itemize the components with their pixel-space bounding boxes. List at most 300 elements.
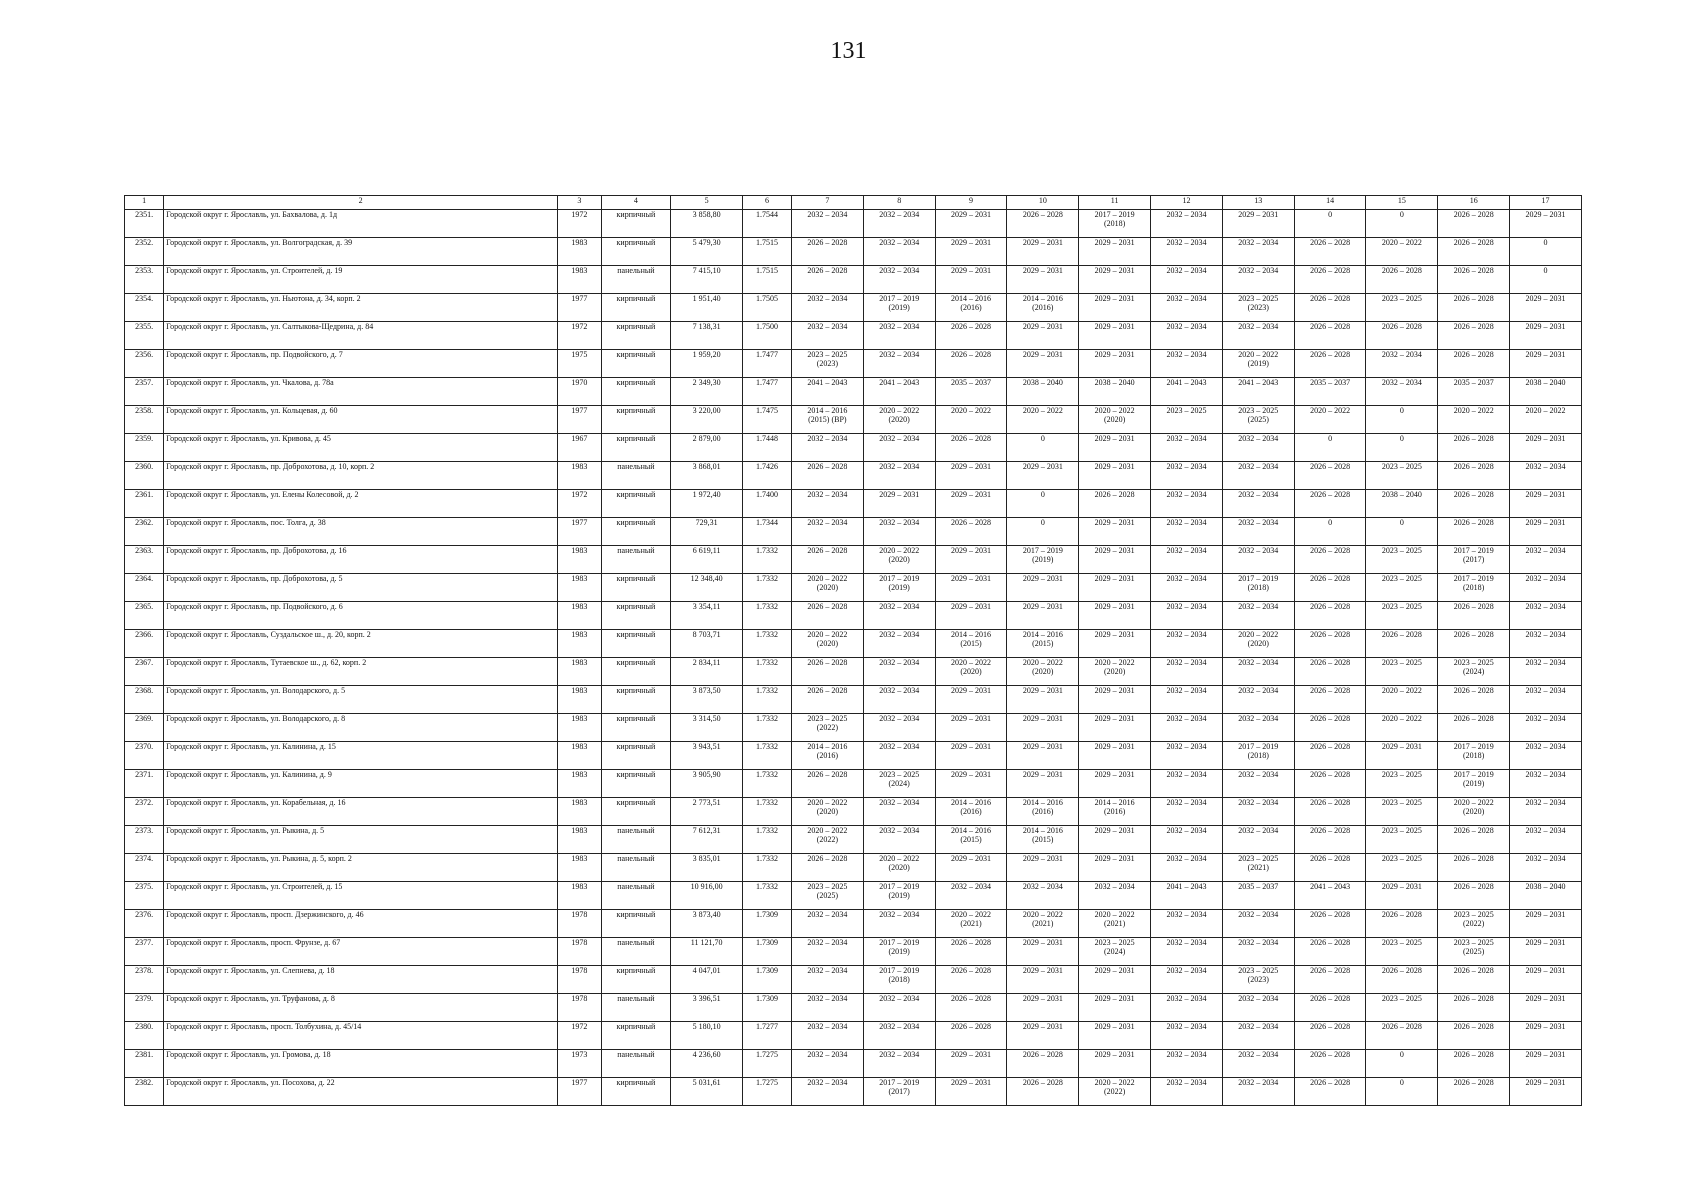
table-cell: 2026 – 2028	[935, 518, 1007, 546]
table-cell: 1.7332	[743, 770, 792, 798]
table-cell: 2032 – 2034	[863, 686, 935, 714]
table-cell: 2017 – 2019 (2019)	[1438, 770, 1510, 798]
table-cell: 2032 – 2034	[1151, 602, 1223, 630]
address-cell: Городской округ г. Ярославль, ул. Володарского, д. 5	[164, 686, 558, 714]
table-cell: 2026 – 2028	[1438, 686, 1510, 714]
table-cell: 2014 – 2016 (2016)	[791, 742, 863, 770]
table-cell: 2032 – 2034	[1151, 490, 1223, 518]
table-cell: 2032 – 2034	[863, 602, 935, 630]
table-cell: 2026 – 2028	[1294, 350, 1366, 378]
table-row	[125, 1050, 1582, 1078]
table-cell: 2020 – 2022 (2020)	[791, 574, 863, 602]
table-cell: 2032 – 2034	[1151, 630, 1223, 658]
table-cell: 2032 – 2034	[1222, 602, 1294, 630]
table-cell: 2032 – 2034	[791, 490, 863, 518]
table-cell: 2032 – 2034	[791, 322, 863, 350]
table-cell: 2026 – 2028	[935, 322, 1007, 350]
table-cell: кирпичный	[601, 350, 671, 378]
table-cell: 1983	[558, 854, 602, 882]
table-cell: 2032 – 2034	[863, 742, 935, 770]
table-cell: 2020 – 2022 (2020)	[863, 546, 935, 574]
table-cell: 2017 – 2019 (2018)	[1438, 742, 1510, 770]
table-cell: 2026 – 2028	[1438, 630, 1510, 658]
table-cell: 1983	[558, 546, 602, 574]
table-cell: 1978	[558, 966, 602, 994]
address-cell: Городской округ г. Ярославль, ул. Труфанова, д. 8	[164, 994, 558, 1022]
table-cell: кирпичный	[601, 630, 671, 658]
table-cell: 2032 – 2034	[1222, 266, 1294, 294]
table-cell: 2026 – 2028	[1079, 490, 1151, 518]
table-cell: 2032 – 2034	[1151, 574, 1223, 602]
table-body	[125, 210, 1582, 1106]
address-cell: Городской округ г. Ярославль, ул. Корабельная, д. 16	[164, 798, 558, 826]
table-cell: 2026 – 2028	[1294, 630, 1366, 658]
row-number-cell: 2366.	[125, 630, 164, 658]
table-cell: 2029 – 2031	[1007, 322, 1079, 350]
address-cell: Городской округ г. Ярославль, ул. Салтыкова-Щедрина, д. 84	[164, 322, 558, 350]
table-cell: 2026 – 2028	[1294, 714, 1366, 742]
table-cell: кирпичный	[601, 210, 671, 238]
row-number-cell: 2351.	[125, 210, 164, 238]
table-cell: 2026 – 2028	[1294, 826, 1366, 854]
table-cell: 0	[1366, 1078, 1438, 1106]
table-cell: 2023 – 2025	[1366, 994, 1438, 1022]
table-cell: 2029 – 2031	[863, 490, 935, 518]
column-header-4: 4	[601, 196, 671, 210]
table-cell: 1.7400	[743, 490, 792, 518]
table-cell: 2032 – 2034	[1222, 434, 1294, 462]
table-cell: 1983	[558, 462, 602, 490]
table-row	[125, 490, 1582, 518]
table-cell: 2020 – 2022	[1366, 714, 1438, 742]
table-cell: 2026 – 2028	[1294, 966, 1366, 994]
table-cell: 2029 – 2031	[1510, 210, 1582, 238]
table-cell: 2032 – 2034	[1510, 854, 1582, 882]
row-number-cell: 2365.	[125, 602, 164, 630]
column-header-12: 12	[1151, 196, 1223, 210]
table-cell: 2032 – 2034	[1151, 798, 1223, 826]
table-cell: 2026 – 2028	[1294, 574, 1366, 602]
column-header-5: 5	[671, 196, 743, 210]
table-cell: 1972	[558, 1022, 602, 1050]
table-cell: 2026 – 2028	[791, 686, 863, 714]
table-cell: 2029 – 2031	[1007, 266, 1079, 294]
table-cell: кирпичный	[601, 686, 671, 714]
table-cell: 2026 – 2028	[1007, 1078, 1079, 1106]
table-cell: 2023 – 2025 (2024)	[1438, 658, 1510, 686]
table-cell: 1983	[558, 770, 602, 798]
table-cell: панельный	[601, 882, 671, 910]
table-cell: 2029 – 2031	[1007, 1022, 1079, 1050]
table-cell: кирпичный	[601, 574, 671, 602]
table-row	[125, 546, 1582, 574]
table-cell: 2026 – 2028	[791, 854, 863, 882]
table-cell: 2032 – 2034	[1151, 938, 1223, 966]
table-cell: кирпичный	[601, 518, 671, 546]
table-cell: 1978	[558, 938, 602, 966]
table-cell: 2032 – 2034	[1151, 1078, 1223, 1106]
table-cell: панельный	[601, 854, 671, 882]
table-cell: 1.7475	[743, 406, 792, 434]
table-cell: 2029 – 2031	[1510, 994, 1582, 1022]
table-cell: 2029 – 2031	[1510, 518, 1582, 546]
column-header-2: 2	[164, 196, 558, 210]
table-cell: 2029 – 2031	[935, 686, 1007, 714]
table-cell: 2032 – 2034	[1151, 434, 1223, 462]
table-cell: 1.7544	[743, 210, 792, 238]
table-cell: 2020 – 2022 (2021)	[1079, 910, 1151, 938]
table-cell: 1.7515	[743, 266, 792, 294]
table-cell: 2020 – 2022 (2020)	[1438, 798, 1510, 826]
table-cell: 2023 – 2025 (2023)	[1222, 966, 1294, 994]
table-row	[125, 714, 1582, 742]
table-cell: 2017 – 2019 (2018)	[1438, 574, 1510, 602]
column-header-7: 7	[791, 196, 863, 210]
table-cell: 2032 – 2034	[791, 1078, 863, 1106]
table-cell: 2029 – 2031	[1079, 1050, 1151, 1078]
table-cell: 2026 – 2028	[1294, 1022, 1366, 1050]
table-cell: 2032 – 2034	[863, 714, 935, 742]
table-cell: 2032 – 2034	[935, 882, 1007, 910]
table-cell: 2014 – 2016 (2015) (ВР)	[791, 406, 863, 434]
table-cell: 2035 – 2037	[1438, 378, 1510, 406]
table-row	[125, 1078, 1582, 1106]
table-cell: 2041 – 2043	[1222, 378, 1294, 406]
table-cell: кирпичный	[601, 742, 671, 770]
table-cell: 2032 – 2034	[1151, 518, 1223, 546]
table-cell: 0	[1007, 434, 1079, 462]
table-cell: 2023 – 2025 (2025)	[1222, 406, 1294, 434]
table-cell: 2032 – 2034	[863, 238, 935, 266]
table-cell: 2029 – 2031	[1079, 546, 1151, 574]
table-cell: 2026 – 2028	[1438, 210, 1510, 238]
table-cell: 2032 – 2034	[791, 994, 863, 1022]
table-cell: 2023 – 2025 (2025)	[791, 882, 863, 910]
table-cell: панельный	[601, 266, 671, 294]
table-row	[125, 462, 1582, 490]
table-cell: 2026 – 2028	[1007, 210, 1079, 238]
row-number-cell: 2360.	[125, 462, 164, 490]
table-cell: 2029 – 2031	[1510, 294, 1582, 322]
table-cell: 2023 – 2025	[1366, 826, 1438, 854]
table-cell: 2026 – 2028	[1366, 630, 1438, 658]
table-row	[125, 266, 1582, 294]
table-cell: 2029 – 2031	[1510, 1022, 1582, 1050]
row-number-cell: 2376.	[125, 910, 164, 938]
table-cell: 2020 – 2022	[1438, 406, 1510, 434]
table-cell: 2026 – 2028	[1438, 322, 1510, 350]
table-cell: 0	[1366, 210, 1438, 238]
table-cell: 2026 – 2028	[1366, 266, 1438, 294]
table-cell: 2026 – 2028	[935, 938, 1007, 966]
table-cell: 2026 – 2028	[1294, 490, 1366, 518]
table-cell: 1.7332	[743, 854, 792, 882]
table-cell: 2014 – 2016 (2015)	[935, 826, 1007, 854]
table-cell: 2020 – 2022 (2020)	[1079, 406, 1151, 434]
table-cell: 2032 – 2034	[1151, 462, 1223, 490]
table-row	[125, 1022, 1582, 1050]
column-header-13: 13	[1222, 196, 1294, 210]
table-cell: 0	[1366, 1050, 1438, 1078]
table-cell: 2014 – 2016 (2015)	[1007, 630, 1079, 658]
table-row	[125, 882, 1582, 910]
table-cell: 2029 – 2031	[1079, 994, 1151, 1022]
table-cell: 2026 – 2028	[935, 434, 1007, 462]
table-cell: 2014 – 2016 (2016)	[1007, 294, 1079, 322]
column-header-14: 14	[1294, 196, 1366, 210]
column-header-6: 6	[743, 196, 792, 210]
table-cell: 2026 – 2028	[791, 770, 863, 798]
table-cell: 2017 – 2019 (2019)	[863, 938, 935, 966]
table-cell: 2029 – 2031	[1007, 602, 1079, 630]
row-number-cell: 2379.	[125, 994, 164, 1022]
table-cell: 2032 – 2034	[1222, 938, 1294, 966]
table-cell: 2032 – 2034	[1222, 770, 1294, 798]
address-cell: Городской округ г. Ярославль, ул. Кольцевая, д. 60	[164, 406, 558, 434]
table-cell: 1983	[558, 266, 602, 294]
table-cell: 2029 – 2031	[1510, 490, 1582, 518]
table-cell: 2032 – 2034	[1366, 378, 1438, 406]
table-cell: 2023 – 2025	[1366, 854, 1438, 882]
table-cell: 0	[1510, 238, 1582, 266]
table-cell: 1.7515	[743, 238, 792, 266]
table-cell: 0	[1007, 490, 1079, 518]
table-cell: 2023 – 2025	[1366, 770, 1438, 798]
table-cell: кирпичный	[601, 322, 671, 350]
table-cell: 0	[1007, 518, 1079, 546]
table-cell: 0	[1294, 434, 1366, 462]
table-cell: 2023 – 2025	[1366, 294, 1438, 322]
table-cell: 2029 – 2031	[1007, 238, 1079, 266]
table-cell: 1 959,20	[671, 350, 743, 378]
table-cell: 2023 – 2025 (2024)	[863, 770, 935, 798]
table-cell: 2020 – 2022 (2020)	[863, 406, 935, 434]
table-cell: 0	[1366, 518, 1438, 546]
table-cell: 1.7277	[743, 1022, 792, 1050]
address-cell: Городской округ г. Ярославль, пр. Подвойского, д. 7	[164, 350, 558, 378]
table-cell: 1.7332	[743, 602, 792, 630]
table-cell: панельный	[601, 1050, 671, 1078]
table-cell: 2029 – 2031	[1007, 854, 1079, 882]
table-cell: 2032 – 2034	[1151, 966, 1223, 994]
table-cell: 2032 – 2034	[1222, 994, 1294, 1022]
table-cell: 2026 – 2028	[1294, 602, 1366, 630]
table-cell: 1.7332	[743, 742, 792, 770]
table-cell: 1.7332	[743, 882, 792, 910]
table-cell: 3 858,80	[671, 210, 743, 238]
address-cell: Городской округ г. Ярославль, ул. Бахвалова, д. 1д	[164, 210, 558, 238]
table-cell: 1970	[558, 378, 602, 406]
table-cell: 2032 – 2034	[1222, 546, 1294, 574]
header-row	[125, 196, 1582, 210]
table-cell: 2029 – 2031	[1079, 434, 1151, 462]
table-cell: кирпичный	[601, 602, 671, 630]
table-cell: 2032 – 2034	[1151, 1022, 1223, 1050]
table-cell: 2029 – 2031	[1007, 714, 1079, 742]
table-cell: 2026 – 2028	[1294, 742, 1366, 770]
table-cell: 2020 – 2022 (2020)	[791, 630, 863, 658]
table-cell: 2032 – 2034	[1510, 714, 1582, 742]
address-cell: Городской округ г. Ярославль, ул. Строителей, д. 15	[164, 882, 558, 910]
table-cell: 2032 – 2034	[1007, 882, 1079, 910]
table-cell: 2032 – 2034	[1510, 770, 1582, 798]
table-cell: 2032 – 2034	[863, 994, 935, 1022]
table-cell: 2026 – 2028	[935, 966, 1007, 994]
table-cell: 2032 – 2034	[1510, 546, 1582, 574]
table-cell: 2026 – 2028	[1294, 938, 1366, 966]
column-header-10: 10	[1007, 196, 1079, 210]
table-cell: 2032 – 2034	[1151, 910, 1223, 938]
table-cell: 1983	[558, 574, 602, 602]
table-cell: кирпичный	[601, 1078, 671, 1106]
table-cell: 2026 – 2028	[1438, 966, 1510, 994]
table-cell: 2032 – 2034	[863, 210, 935, 238]
table-cell: 2020 – 2022 (2020)	[791, 798, 863, 826]
table-cell: 2032 – 2034	[1151, 266, 1223, 294]
table-cell: 1.7477	[743, 378, 792, 406]
address-cell: Городской округ г. Ярославль, ул. Ньютона, д. 34, корп. 2	[164, 294, 558, 322]
table-cell: 2029 – 2031	[1079, 714, 1151, 742]
table-cell: 2029 – 2031	[1079, 770, 1151, 798]
table-cell: 2026 – 2028	[791, 602, 863, 630]
table-cell: 2029 – 2031	[935, 210, 1007, 238]
row-number-cell: 2372.	[125, 798, 164, 826]
table-cell: 1983	[558, 238, 602, 266]
table-cell: кирпичный	[601, 770, 671, 798]
table-cell: 2032 – 2034	[1222, 658, 1294, 686]
table-row	[125, 826, 1582, 854]
row-number-cell: 2378.	[125, 966, 164, 994]
table-cell: 2032 – 2034	[1510, 630, 1582, 658]
register-table	[124, 195, 1582, 1106]
table-cell: 2032 – 2034	[791, 294, 863, 322]
table-row	[125, 602, 1582, 630]
table-cell: 2029 – 2031	[935, 714, 1007, 742]
column-header-16: 16	[1438, 196, 1510, 210]
table-cell: 12 348,40	[671, 574, 743, 602]
table-cell: 2032 – 2034	[1151, 686, 1223, 714]
table-cell: 2032 – 2034	[1151, 546, 1223, 574]
table-cell: 2029 – 2031	[1079, 966, 1151, 994]
table-cell: 3 835,01	[671, 854, 743, 882]
table-cell: 2029 – 2031	[1222, 210, 1294, 238]
table-cell: 2032 – 2034	[1151, 714, 1223, 742]
column-header-1: 1	[125, 196, 164, 210]
address-cell: Городской округ г. Ярославль, пр. Доброхотова, д. 10, корп. 2	[164, 462, 558, 490]
table-cell: 0	[1294, 518, 1366, 546]
table-cell: 0	[1366, 434, 1438, 462]
table-cell: 2032 – 2034	[1222, 686, 1294, 714]
table-cell: 2035 – 2037	[935, 378, 1007, 406]
table-cell: 2014 – 2016 (2016)	[935, 798, 1007, 826]
table-cell: 2014 – 2016 (2015)	[935, 630, 1007, 658]
row-number-cell: 2373.	[125, 826, 164, 854]
table-row	[125, 770, 1582, 798]
table-cell: 2020 – 2022 (2022)	[791, 826, 863, 854]
table-cell: 2032 – 2034	[1151, 658, 1223, 686]
table-cell: 2023 – 2025	[1366, 462, 1438, 490]
table-cell: панельный	[601, 462, 671, 490]
row-number-cell: 2363.	[125, 546, 164, 574]
row-number-cell: 2353.	[125, 266, 164, 294]
table-cell: 2026 – 2028	[1294, 238, 1366, 266]
table-cell: 2026 – 2028	[1007, 1050, 1079, 1078]
table-cell: 2020 – 2022	[1366, 238, 1438, 266]
table-cell: 1983	[558, 742, 602, 770]
table-cell: 2023 – 2025	[1366, 658, 1438, 686]
table-cell: 2032 – 2034	[863, 1022, 935, 1050]
table-cell: 2029 – 2031	[1007, 742, 1079, 770]
table-cell: 2038 – 2040	[1366, 490, 1438, 518]
row-number-cell: 2354.	[125, 294, 164, 322]
table-cell: 2032 – 2034	[1151, 826, 1223, 854]
column-header-11: 11	[1079, 196, 1151, 210]
table-cell: 3 873,50	[671, 686, 743, 714]
table-cell: 2026 – 2028	[1438, 714, 1510, 742]
table-cell: 2038 – 2040	[1007, 378, 1079, 406]
table-cell: 2029 – 2031	[1007, 994, 1079, 1022]
row-number-cell: 2370.	[125, 742, 164, 770]
column-header-17: 17	[1510, 196, 1582, 210]
table-cell: 2035 – 2037	[1222, 882, 1294, 910]
table-cell: 2026 – 2028	[935, 350, 1007, 378]
table-cell: 4 047,01	[671, 966, 743, 994]
table-cell: 1972	[558, 210, 602, 238]
table-cell: 1967	[558, 434, 602, 462]
table-cell: 2029 – 2031	[1079, 854, 1151, 882]
table-cell: 6 619,11	[671, 546, 743, 574]
table-cell: 1977	[558, 406, 602, 434]
table-cell: 2029 – 2031	[1510, 938, 1582, 966]
address-cell: Городской округ г. Ярославль, ул. Посохова, д. 22	[164, 1078, 558, 1106]
table-cell: 2032 – 2034	[863, 350, 935, 378]
table-cell: 2020 – 2022	[935, 406, 1007, 434]
table-cell: 2026 – 2028	[1366, 910, 1438, 938]
table-cell: 2020 – 2022	[1510, 406, 1582, 434]
table-cell: 7 138,31	[671, 322, 743, 350]
row-number-cell: 2374.	[125, 854, 164, 882]
table-cell: 2026 – 2028	[791, 462, 863, 490]
table-cell: кирпичный	[601, 1022, 671, 1050]
table-cell: 4 236,60	[671, 1050, 743, 1078]
table-cell: 2032 – 2034	[1222, 238, 1294, 266]
table-cell: 2032 – 2034	[1079, 882, 1151, 910]
table-cell: 1978	[558, 994, 602, 1022]
table-cell: 7 415,10	[671, 266, 743, 294]
table-cell: 2032 – 2034	[791, 910, 863, 938]
address-cell: Городской округ г. Ярославль, просп. Дзержинского, д. 46	[164, 910, 558, 938]
table-row	[125, 910, 1582, 938]
address-cell: Городской округ г. Ярославль, ул. Калинина, д. 9	[164, 770, 558, 798]
row-number-cell: 2355.	[125, 322, 164, 350]
table-cell: панельный	[601, 994, 671, 1022]
table-cell: 2026 – 2028	[1294, 294, 1366, 322]
table-cell: кирпичный	[601, 434, 671, 462]
table-cell: кирпичный	[601, 910, 671, 938]
table-cell: 2032 – 2034	[1222, 518, 1294, 546]
table-cell: кирпичный	[601, 714, 671, 742]
address-cell: Городской округ г. Ярославль, просп. Фрунзе, д. 67	[164, 938, 558, 966]
table-cell: 2029 – 2031	[1079, 294, 1151, 322]
table-cell: 1.7426	[743, 462, 792, 490]
address-cell: Городской округ г. Ярославль, пр. Подвойского, д. 6	[164, 602, 558, 630]
table-cell: 2 349,30	[671, 378, 743, 406]
table-cell: 2041 – 2043	[863, 378, 935, 406]
table-cell: 2029 – 2031	[1366, 882, 1438, 910]
table-cell: 2017 – 2019 (2019)	[863, 294, 935, 322]
table-cell: кирпичный	[601, 406, 671, 434]
address-cell: Городской округ г. Ярославль, ул. Калинина, д. 15	[164, 742, 558, 770]
